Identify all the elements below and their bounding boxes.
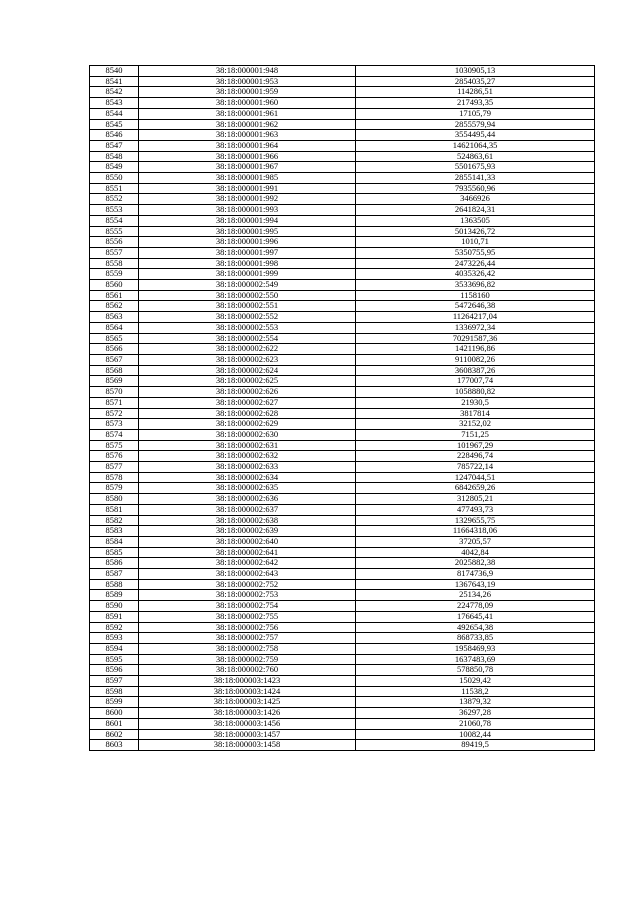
table-row [90, 183, 595, 194]
row-number-cell: 8553 [90, 205, 139, 216]
cadastral-number-cell: 38:18:000001:963 [139, 130, 356, 141]
row-number-cell: 8549 [90, 162, 139, 173]
cadastral-number-cell: 38:18:000003:1424 [139, 686, 356, 697]
table-row [90, 194, 595, 205]
table-row [90, 494, 595, 505]
table-row [90, 269, 595, 280]
cadastral-number-cell: 38:18:000002:633 [139, 462, 356, 473]
cadastral-value-cell: 578850,78 [356, 665, 595, 676]
cadastral-value-cell: 21060,78 [356, 718, 595, 729]
cadastral-value-cell: 5501675,93 [356, 162, 595, 173]
row-number-cell: 8565 [90, 333, 139, 344]
cadastral-value-cell: 7151,25 [356, 429, 595, 440]
cadastral-value-cell: 2855141,33 [356, 173, 595, 184]
cadastral-value-cell: 1637483,69 [356, 654, 595, 665]
table-row [90, 365, 595, 376]
cadastral-number-cell: 38:18:000002:627 [139, 397, 356, 408]
table-row [90, 526, 595, 537]
row-number-cell: 8602 [90, 729, 139, 740]
cadastral-number-cell: 38:18:000003:1426 [139, 708, 356, 719]
row-number-cell: 8568 [90, 365, 139, 376]
cadastral-number-cell: 38:18:000003:1423 [139, 676, 356, 687]
cadastral-value-cell: 477493,73 [356, 504, 595, 515]
table-row [90, 280, 595, 291]
cadastral-value-cell: 4042,84 [356, 547, 595, 558]
cadastral-number-cell: 38:18:000002:752 [139, 579, 356, 590]
table-row [90, 173, 595, 184]
table-row [90, 333, 595, 344]
cadastral-number-cell: 38:18:000002:624 [139, 365, 356, 376]
table-row [90, 151, 595, 162]
table-row [90, 676, 595, 687]
table-row [90, 579, 595, 590]
row-number-cell: 8590 [90, 601, 139, 612]
cadastral-number-cell: 38:18:000002:758 [139, 643, 356, 654]
row-number-cell: 8555 [90, 226, 139, 237]
cadastral-number-cell: 38:18:000002:626 [139, 387, 356, 398]
cadastral-value-cell: 13879,32 [356, 697, 595, 708]
row-number-cell: 8552 [90, 194, 139, 205]
cadastral-number-cell: 38:18:000001:998 [139, 258, 356, 269]
cadastral-value-cell: 37205,57 [356, 536, 595, 547]
cadastral-number-cell: 38:18:000002:757 [139, 633, 356, 644]
cadastral-number-cell: 38:18:000002:622 [139, 344, 356, 355]
row-number-cell: 8542 [90, 87, 139, 98]
table-row [90, 729, 595, 740]
cadastral-value-cell: 32152,02 [356, 419, 595, 430]
cadastral-value-cell: 5350755,95 [356, 247, 595, 258]
cadastral-value-cell: 2854035,27 [356, 76, 595, 87]
cadastral-value-cell: 21930,5 [356, 397, 595, 408]
table-row [90, 440, 595, 451]
cadastral-value-cell: 1010,71 [356, 237, 595, 248]
row-number-cell: 8564 [90, 322, 139, 333]
cadastral-value-cell: 492654,38 [356, 622, 595, 633]
row-number-cell: 8543 [90, 98, 139, 109]
cadastral-number-cell: 38:18:000001:985 [139, 173, 356, 184]
table-row [90, 397, 595, 408]
cadastral-value-cell: 5472646,38 [356, 301, 595, 312]
cadastral-number-cell: 38:18:000002:634 [139, 472, 356, 483]
cadastral-number-cell: 38:18:000002:551 [139, 301, 356, 312]
cadastral-value-cell: 25134,26 [356, 590, 595, 601]
row-number-cell: 8551 [90, 183, 139, 194]
cadastral-number-cell: 38:18:000002:641 [139, 547, 356, 558]
cadastral-number-cell: 38:18:000002:756 [139, 622, 356, 633]
table-row [90, 322, 595, 333]
table-row [90, 205, 595, 216]
cadastral-number-cell: 38:18:000001:997 [139, 247, 356, 258]
table-row [90, 130, 595, 141]
cadastral-number-cell: 38:18:000001:953 [139, 76, 356, 87]
row-number-cell: 8576 [90, 451, 139, 462]
row-number-cell: 8562 [90, 301, 139, 312]
table-row [90, 686, 595, 697]
table-row [90, 98, 595, 109]
row-number-cell: 8560 [90, 280, 139, 291]
cadastral-value-cell: 1958469,93 [356, 643, 595, 654]
row-number-cell: 8594 [90, 643, 139, 654]
cadastral-number-cell: 38:18:000002:628 [139, 408, 356, 419]
cadastral-number-cell: 38:18:000001:992 [139, 194, 356, 205]
cadastral-value-cell: 312805,21 [356, 494, 595, 505]
row-number-cell: 8550 [90, 173, 139, 184]
table-row [90, 740, 595, 751]
table-row [90, 483, 595, 494]
cadastral-value-cell: 177007,74 [356, 376, 595, 387]
cadastral-value-cell: 785722,14 [356, 462, 595, 473]
cadastral-number-cell: 38:18:000001:993 [139, 205, 356, 216]
cadastral-number-cell: 38:18:000002:754 [139, 601, 356, 612]
row-number-cell: 8547 [90, 140, 139, 151]
cadastral-value-cell: 1247044,51 [356, 472, 595, 483]
row-number-cell: 8601 [90, 718, 139, 729]
cadastral-number-cell: 38:18:000001:996 [139, 237, 356, 248]
cadastral-number-cell: 38:18:000002:637 [139, 504, 356, 515]
table-row [90, 708, 595, 719]
cadastral-value-cell: 1336972,34 [356, 322, 595, 333]
table-row [90, 643, 595, 654]
table-row [90, 601, 595, 612]
row-number-cell: 8579 [90, 483, 139, 494]
table-row [90, 654, 595, 665]
row-number-cell: 8544 [90, 108, 139, 119]
cadastral-value-cell: 2641824,31 [356, 205, 595, 216]
row-number-cell: 8596 [90, 665, 139, 676]
row-number-cell: 8540 [90, 66, 139, 77]
cadastral-value-cell: 5013426,72 [356, 226, 595, 237]
cadastral-number-cell: 38:18:000001:967 [139, 162, 356, 173]
row-number-cell: 8586 [90, 558, 139, 569]
row-number-cell: 8587 [90, 569, 139, 580]
row-number-cell: 8556 [90, 237, 139, 248]
cadastral-number-cell: 38:18:000002:753 [139, 590, 356, 601]
table-row [90, 697, 595, 708]
cadastral-number-cell: 38:18:000002:755 [139, 611, 356, 622]
cadastral-value-cell: 1421196,86 [356, 344, 595, 355]
cadastral-value-cell: 8174736,9 [356, 569, 595, 580]
table-row [90, 215, 595, 226]
cadastral-number-cell: 38:18:000001:994 [139, 215, 356, 226]
row-number-cell: 8548 [90, 151, 139, 162]
row-number-cell: 8563 [90, 312, 139, 323]
row-number-cell: 8603 [90, 740, 139, 751]
row-number-cell: 8581 [90, 504, 139, 515]
cadastral-number-cell: 38:18:000002:632 [139, 451, 356, 462]
cadastral-number-cell: 38:18:000001:966 [139, 151, 356, 162]
cadastral-value-cell: 1030905,13 [356, 66, 595, 77]
cadastral-value-cell: 3533696,82 [356, 280, 595, 291]
table-row [90, 301, 595, 312]
cadastral-value-cell: 3554495,44 [356, 130, 595, 141]
cadastral-number-cell: 38:18:000002:553 [139, 322, 356, 333]
table-row [90, 633, 595, 644]
row-number-cell: 8591 [90, 611, 139, 622]
table-row [90, 66, 595, 77]
table-row [90, 247, 595, 258]
cadastral-number-cell: 38:18:000002:623 [139, 354, 356, 365]
cadastral-number-cell: 38:18:000002:642 [139, 558, 356, 569]
row-number-cell: 8578 [90, 472, 139, 483]
row-number-cell: 8575 [90, 440, 139, 451]
row-number-cell: 8597 [90, 676, 139, 687]
row-number-cell: 8595 [90, 654, 139, 665]
table-row [90, 558, 595, 569]
table-row [90, 162, 595, 173]
table-row [90, 387, 595, 398]
row-number-cell: 8584 [90, 536, 139, 547]
row-number-cell: 8541 [90, 76, 139, 87]
cadastral-number-cell: 38:18:000002:760 [139, 665, 356, 676]
cadastral-number-cell: 38:18:000001:962 [139, 119, 356, 130]
table-row [90, 611, 595, 622]
cadastral-value-cell: 11664318,06 [356, 526, 595, 537]
cadastral-value-cell: 228496,74 [356, 451, 595, 462]
cadastral-number-cell: 38:18:000001:959 [139, 87, 356, 98]
table-row [90, 312, 595, 323]
table-row [90, 429, 595, 440]
row-number-cell: 8558 [90, 258, 139, 269]
row-number-cell: 8599 [90, 697, 139, 708]
cadastral-value-cell: 2025882,38 [356, 558, 595, 569]
cadastral-number-cell: 38:18:000001:948 [139, 66, 356, 77]
table-row [90, 547, 595, 558]
row-number-cell: 8567 [90, 354, 139, 365]
cadastral-value-cell: 7935560,96 [356, 183, 595, 194]
table-row [90, 258, 595, 269]
table-row [90, 536, 595, 547]
cadastral-value-cell: 70291587,36 [356, 333, 595, 344]
table-row [90, 515, 595, 526]
table-row [90, 87, 595, 98]
row-number-cell: 8546 [90, 130, 139, 141]
cadastral-value-cell: 6842659,26 [356, 483, 595, 494]
cadastral-value-cell: 101967,29 [356, 440, 595, 451]
table-body [90, 66, 595, 751]
table-row [90, 76, 595, 87]
cadastral-value-cell: 17105,79 [356, 108, 595, 119]
table-row [90, 590, 595, 601]
cadastral-number-cell: 38:18:000002:552 [139, 312, 356, 323]
cadastral-value-cell: 114286,51 [356, 87, 595, 98]
table-row [90, 419, 595, 430]
cadastral-number-cell: 38:18:000002:554 [139, 333, 356, 344]
cadastral-value-cell: 3466926 [356, 194, 595, 205]
cadastral-value-cell: 11264217,04 [356, 312, 595, 323]
table-row [90, 344, 595, 355]
cadastral-value-cell: 1363505 [356, 215, 595, 226]
table-row [90, 354, 595, 365]
cadastral-value-cell: 11538,2 [356, 686, 595, 697]
cadastral-number-cell: 38:18:000002:640 [139, 536, 356, 547]
cadastral-number-cell: 38:18:000001:999 [139, 269, 356, 280]
row-number-cell: 8600 [90, 708, 139, 719]
table-row [90, 140, 595, 151]
cadastral-value-cell: 4035326,42 [356, 269, 595, 280]
table-row [90, 569, 595, 580]
cadastral-value-cell: 176645,41 [356, 611, 595, 622]
table-row [90, 472, 595, 483]
cadastral-number-cell: 38:18:000001:961 [139, 108, 356, 119]
cadastral-number-cell: 38:18:000002:639 [139, 526, 356, 537]
cadastral-value-cell: 2855579,94 [356, 119, 595, 130]
cadastral-value-cell: 9110082,26 [356, 354, 595, 365]
cadastral-value-cell: 36297,28 [356, 708, 595, 719]
row-number-cell: 8545 [90, 119, 139, 130]
row-number-cell: 8588 [90, 579, 139, 590]
row-number-cell: 8585 [90, 547, 139, 558]
row-number-cell: 8572 [90, 408, 139, 419]
cadastral-value-cell: 89419,5 [356, 740, 595, 751]
row-number-cell: 8582 [90, 515, 139, 526]
table-row [90, 119, 595, 130]
row-number-cell: 8583 [90, 526, 139, 537]
cadastral-value-cell: 1058880,82 [356, 387, 595, 398]
row-number-cell: 8592 [90, 622, 139, 633]
cadastral-value-cell: 217493,35 [356, 98, 595, 109]
table-row [90, 718, 595, 729]
cadastral-number-cell: 38:18:000002:643 [139, 569, 356, 580]
cadastral-number-cell: 38:18:000002:631 [139, 440, 356, 451]
table-row [90, 622, 595, 633]
row-number-cell: 8589 [90, 590, 139, 601]
cadastral-number-cell: 38:18:000002:549 [139, 280, 356, 291]
row-number-cell: 8566 [90, 344, 139, 355]
row-number-cell: 8598 [90, 686, 139, 697]
cadastral-number-cell: 38:18:000002:635 [139, 483, 356, 494]
row-number-cell: 8557 [90, 247, 139, 258]
cadastral-value-cell: 868733,85 [356, 633, 595, 644]
table-row [90, 237, 595, 248]
cadastral-value-cell: 10082,44 [356, 729, 595, 740]
row-number-cell: 8571 [90, 397, 139, 408]
row-number-cell: 8574 [90, 429, 139, 440]
table-row [90, 408, 595, 419]
table-row [90, 108, 595, 119]
table-row [90, 376, 595, 387]
row-number-cell: 8593 [90, 633, 139, 644]
table-row [90, 451, 595, 462]
cadastral-number-cell: 38:18:000001:995 [139, 226, 356, 237]
cadastral-value-cell: 1367643,19 [356, 579, 595, 590]
cadastral-number-cell: 38:18:000002:629 [139, 419, 356, 430]
cadastral-number-cell: 38:18:000003:1456 [139, 718, 356, 729]
row-number-cell: 8573 [90, 419, 139, 430]
cadastral-value-cell: 1158160 [356, 290, 595, 301]
row-number-cell: 8577 [90, 462, 139, 473]
cadastral-number-cell: 38:18:000002:636 [139, 494, 356, 505]
table-row [90, 290, 595, 301]
row-number-cell: 8559 [90, 269, 139, 280]
row-number-cell: 8570 [90, 387, 139, 398]
cadastral-value-cell: 14621064,35 [356, 140, 595, 151]
cadastral-number-cell: 38:18:000003:1458 [139, 740, 356, 751]
row-number-cell: 8554 [90, 215, 139, 226]
cadastral-value-cell: 1329655,75 [356, 515, 595, 526]
cadastral-number-cell: 38:18:000001:964 [139, 140, 356, 151]
cadastral-number-cell: 38:18:000002:630 [139, 429, 356, 440]
cadastral-number-cell: 38:18:000002:759 [139, 654, 356, 665]
table-row [90, 462, 595, 473]
cadastral-number-cell: 38:18:000001:960 [139, 98, 356, 109]
cadastral-number-cell: 38:18:000002:638 [139, 515, 356, 526]
table-row [90, 504, 595, 515]
cadastral-number-cell: 38:18:000001:991 [139, 183, 356, 194]
row-number-cell: 8569 [90, 376, 139, 387]
cadastral-number-cell: 38:18:000003:1457 [139, 729, 356, 740]
table-row [90, 665, 595, 676]
cadastral-number-cell: 38:18:000002:550 [139, 290, 356, 301]
row-number-cell: 8580 [90, 494, 139, 505]
cadastral-value-table [89, 65, 595, 751]
cadastral-number-cell: 38:18:000003:1425 [139, 697, 356, 708]
cadastral-value-cell: 3608387,26 [356, 365, 595, 376]
cadastral-value-cell: 224778,09 [356, 601, 595, 612]
table-row [90, 226, 595, 237]
cadastral-value-cell: 524863,61 [356, 151, 595, 162]
cadastral-value-cell: 3817814 [356, 408, 595, 419]
row-number-cell: 8561 [90, 290, 139, 301]
cadastral-value-cell: 15029,42 [356, 676, 595, 687]
cadastral-number-cell: 38:18:000002:625 [139, 376, 356, 387]
cadastral-value-cell: 2473226,44 [356, 258, 595, 269]
